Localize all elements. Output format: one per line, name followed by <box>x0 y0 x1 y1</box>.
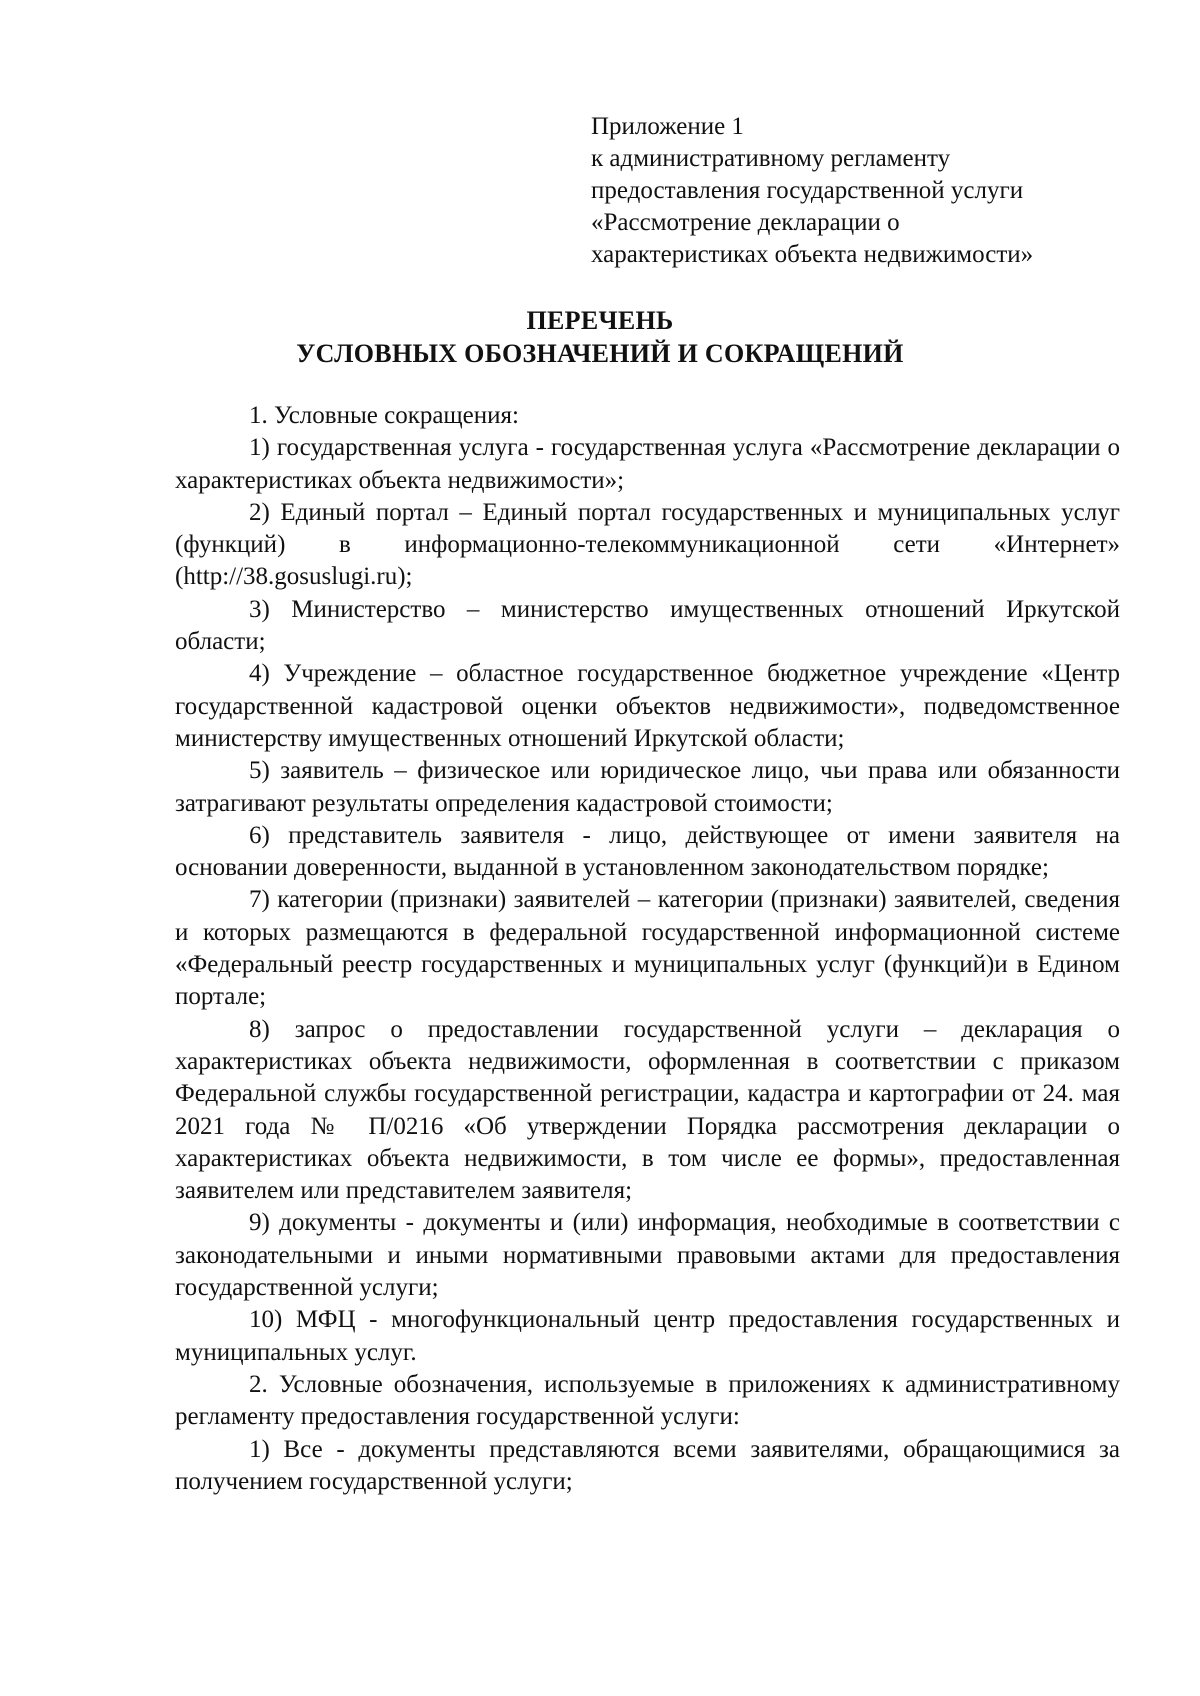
list-item-9: 9) документы - документы и (или) информация, необходимые в соответствии с законодательными и иными нормативными правовыми актами для предоставления государственной услуги; <box>175 1209 1120 1302</box>
appendix-line-5: характеристиках объекта недвижимости» <box>591 241 1034 268</box>
list-item-4: 4) Учреждение – областное государственное бюджетное учреждение «Центр государственной кадастровой оценки объектов недвижимости», подведомственное министерству имущественных отношений Иркутской области; <box>175 660 1120 752</box>
section-heading-2: 2. Условные обозначения, используемые в приложениях к административному регламенту предоставления государственной услуги: <box>175 1370 1120 1431</box>
appendix-line-1: Приложение 1 <box>591 113 744 140</box>
list-item-3: 3) Министерство – министерство имущественных отношений Иркутской области; <box>175 595 1120 656</box>
list-item-6: 6) представитель заявителя - лицо, действующее от имени заявителя на основании доверенности, выданной в установленном законодательством порядке; <box>175 821 1120 882</box>
appendix-line-4: «Рассмотрение декларации о <box>591 209 900 236</box>
list-item-2: 2) Единый портал – Единый портал государственных и муниципальных услуг (функций) в информационно-телекоммуникационной сети «Интернет» (http://38.gosuslugi.ru); <box>175 498 1120 591</box>
document-body <box>175 400 1120 1498</box>
section-heading-1: 1. Условные сокращения: <box>249 402 519 429</box>
list-item-8: 8) запрос о предоставлении государственной услуги – декларация о характеристиках объекта недвижимости, оформленная в соответствии с приказом Федеральной службы государственной регистрации, кадастра и картографии от 24. мая 2021 года № П/0216 «Об утверждении Порядка рассмотрения декларации о характеристиках объекта недвижимости, в том числе ее формы», предоставленная заявителем или представителем заявителя; <box>175 1015 1120 1205</box>
list-item-5: 5) заявитель – физическое или юридическое лицо, чьи права или обязанности затрагивают результаты определения кадастровой стоимости; <box>175 757 1120 817</box>
list-item-11: 1) Все - документы представляются всеми заявителями, обращающимися за получением государственной услуги; <box>175 1435 1120 1495</box>
document-subtitle: УСЛОВНЫХ ОБОЗНАЧЕНИЙ И СОКРАЩЕНИЙ <box>296 339 904 368</box>
list-item-1: 1) государственная услуга - государственная услуга «Рассмотрение декларации о характеристиках объекта недвижимости»; <box>175 434 1120 494</box>
list-item-7: 7) категории (признаки) заявителей – категории (признаки) заявителей, сведения и которых размещаются в федеральной государственной информационной системе «Федеральный реестр государственных и муниципальных услуг (функций)и в Едином портале; <box>175 886 1120 1011</box>
appendix-line-2: к административному регламенту <box>591 145 951 172</box>
list-item-10: 10) МФЦ - многофункциональный центр предоставления государственных и муниципальных услуг. <box>175 1306 1120 1366</box>
appendix-header <box>591 111 1131 271</box>
document-title: ПЕРЕЧЕНЬ <box>526 306 674 335</box>
appendix-line-3: предоставления государственной услуги <box>591 177 1024 204</box>
